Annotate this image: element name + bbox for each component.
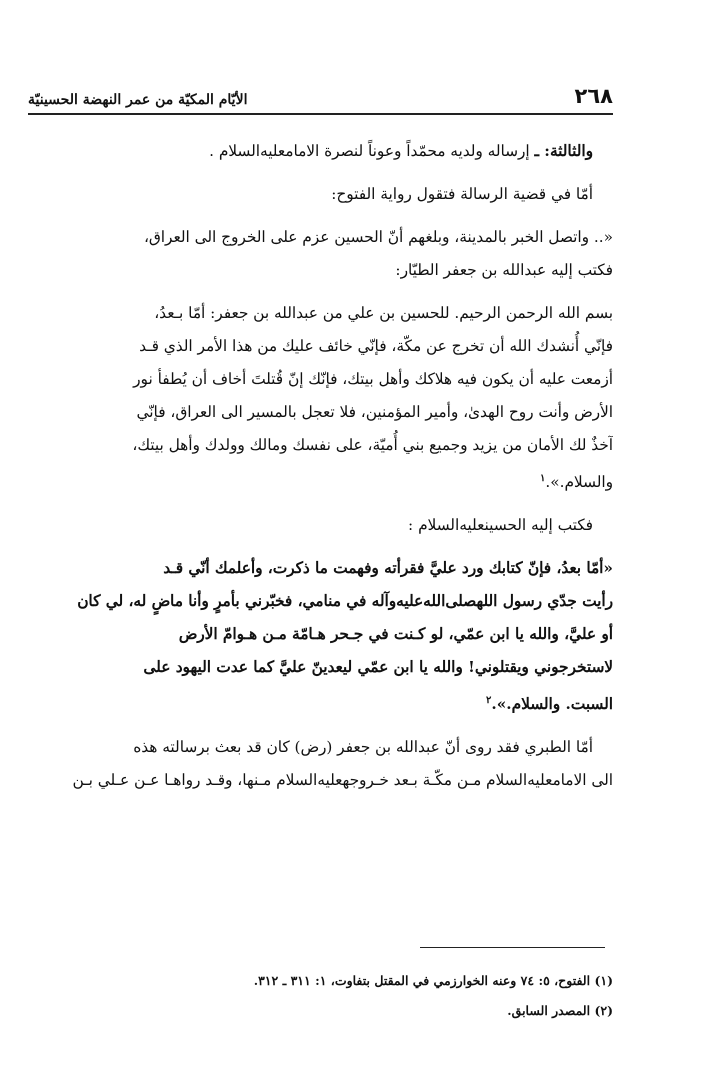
letter-line: آخذٌ لك الأمان من يزيد وجميع بني أُميّة، على نفسك ومالك وولدك وأهل بيتك، xyxy=(132,436,613,454)
footnote-1: (١) الفتوح، ٥: ٧٤ وعنه الخوارزمي في المقتل بتفاوت، ١: ٣١١ ـ ٣١٢. xyxy=(253,973,613,988)
reply-line-end xyxy=(72,684,613,721)
letter-line: فإنّي أُنشدك الله أن تخرج عن مكّة، فإنّي خائف عليك من هذا الأمر الذي قـد xyxy=(139,337,613,355)
letter-line: الأرض وأنت روح الهدىٰ، وأمير المؤمنين، فلا تعجل بالمسير الى العراق، فإنّي xyxy=(136,403,613,421)
paragraph-letter-intro: أمّا في قضية الرسالة فتقول رواية الفتوح: xyxy=(331,185,593,203)
footnote-mark-2: ٢ xyxy=(486,695,492,707)
letter-line: بسم الله الرحمن الرحيم. للحسين بن علي من عبدالله بن جعفر: أمّا بـعدُ، xyxy=(154,304,613,322)
footnote-mark-1: ١ xyxy=(539,473,546,484)
reply-line: أو عليَّ، والله يا ابن عمّي، لو كـنت في جـحر هـامّة مـن هـوامّ الأرض xyxy=(178,625,613,644)
paragraph-reply-intro: فكتب إليه الحسينعليه‌السلام : xyxy=(408,516,593,535)
spacer xyxy=(72,211,613,221)
page-header xyxy=(28,78,613,108)
footnote-2: (٢) المصدر السابق. xyxy=(507,1003,613,1018)
footnotes xyxy=(100,966,613,1026)
letter-line: أزمعت عليه أن يكون فيه هلاكك وأهل بيتك، فإنّك إنّ قُتلتَ أخاف أن يُطفأ نور xyxy=(133,370,613,388)
futuh-quote-line: «.. واتصل الخبر بالمدينة، وبلغهم أنّ الحسين عزم على الخروج الى العراق، xyxy=(143,228,613,246)
third-point-text: إرساله ولديه محمّداً وعوناً لنصرة الامامعليه‌السلام . xyxy=(209,142,535,160)
futuh-quote-line: فكتب إليه عبدالله بن جعفر الطيّار: xyxy=(395,261,613,279)
letter-line-end xyxy=(72,462,613,499)
main-text xyxy=(72,135,613,797)
reply-line: لاستخرجوني ويقتلوني! والله يا ابن عمّي ليعدينّ عليَّ كما عدت اليهود على xyxy=(143,658,613,677)
reply-line: «أمّا بعدُ، فإنّ كتابك ورد عليَّ فقرأته وفهمت ما ذكرت، وأعلمك أنّي قـد xyxy=(163,559,613,578)
letter-closing: والسلام.». xyxy=(545,473,613,492)
reply-line: رأيت جدّي رسول اللهصلى‌الله‌عليه‌وآله في منامي، فخبّرني بأمرٍ وأنا ماضٍ له، لي كان xyxy=(77,592,613,611)
spacer xyxy=(72,287,613,297)
spacer xyxy=(72,499,613,509)
footnote-rule xyxy=(420,947,605,948)
spacer xyxy=(72,721,613,731)
paragraph-third-point xyxy=(72,135,613,168)
tabari-paragraph-line: الى الامامعليه‌السلام مـن مكّـة بـعد خـروجهعليه‌السلام مـنها، وقـد رواهـا عـن عـلي بـن xyxy=(72,771,613,790)
page-number: ٢٦٨ xyxy=(574,84,613,108)
reply-closing: السبت. والسلام.». xyxy=(491,695,613,714)
header-rule xyxy=(28,113,613,115)
tabari-paragraph-line: أمّا الطبري فقد روى أنّ عبدالله بن جعفر (رض) كان قد بعث برسالته هذه xyxy=(133,738,593,757)
third-point-lead: والثالثة: ـ xyxy=(534,142,593,160)
spacer xyxy=(72,168,613,178)
running-title: الأيّام المكيّة من عمر النهضة الحسينيّة xyxy=(28,92,248,108)
spacer xyxy=(72,542,613,552)
